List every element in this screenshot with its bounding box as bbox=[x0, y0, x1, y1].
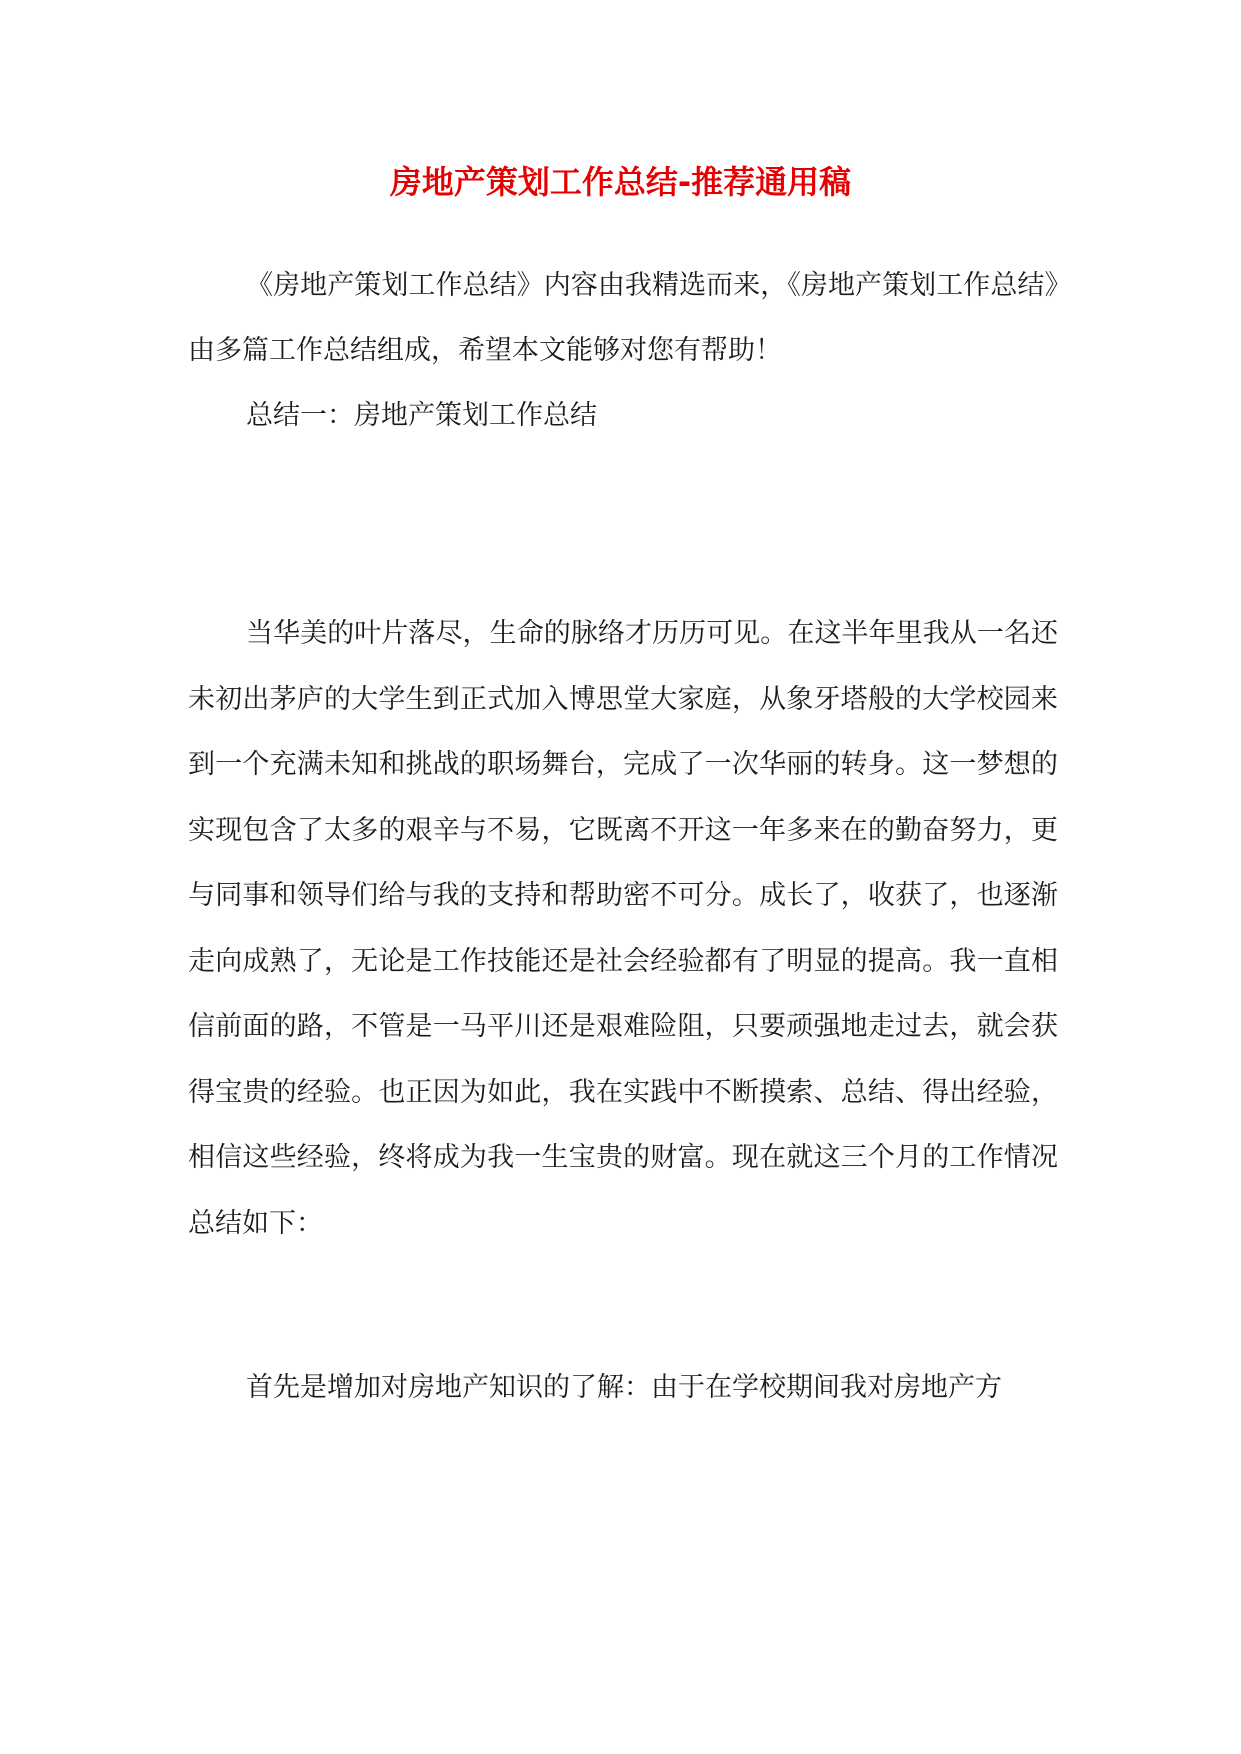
intro-paragraph: 《房地产策划工作总结》内容由我精选而来，《房地产策划工作总结》由多篇工作总结组成，希望本文能够对您有帮助！ bbox=[188, 270, 1058, 366]
intro-block bbox=[188, 253, 1058, 448]
body-block-2 bbox=[188, 1355, 1058, 1420]
document-title: 房地产策划工作总结-推荐通用稿 bbox=[389, 163, 852, 201]
body-block-1 bbox=[188, 601, 1058, 1256]
section-heading: 总结一：房地产策划工作总结 bbox=[246, 400, 597, 431]
body-paragraph-1: 当华美的叶片落尽，生命的脉络才历历可见。在这半年里我从一名还未初出茅庐的大学生到正式加入博思堂大家庭，从象牙塔般的大学校园来到一个充满未知和挑战的职场舞台，完成了一次华丽的转身。这一梦想的实现包含了太多的艰辛与不易，它既离不开这一年多来在的勤奋努力，更与同事和领导们给与我的支持和帮助密不可分。成长了，收获了，也逐渐走向成熟了，无论是工作技能还是社会经验都有了明显的提高。我一直相信前面的路，不管是一马平川还是艰难险阻，只要顽强地走过去，就会获得宝贵的经验。也正因为如此，我在实践中不断摸索、总结、得出经验，相信这些经验，终将成为我一生宝贵的财富。现在就这三个月的工作情况总结如下： bbox=[188, 618, 1058, 1239]
body-paragraph-2: 首先是增加对房地产知识的了解：由于在学校期间我对房地产方 bbox=[246, 1372, 1002, 1403]
